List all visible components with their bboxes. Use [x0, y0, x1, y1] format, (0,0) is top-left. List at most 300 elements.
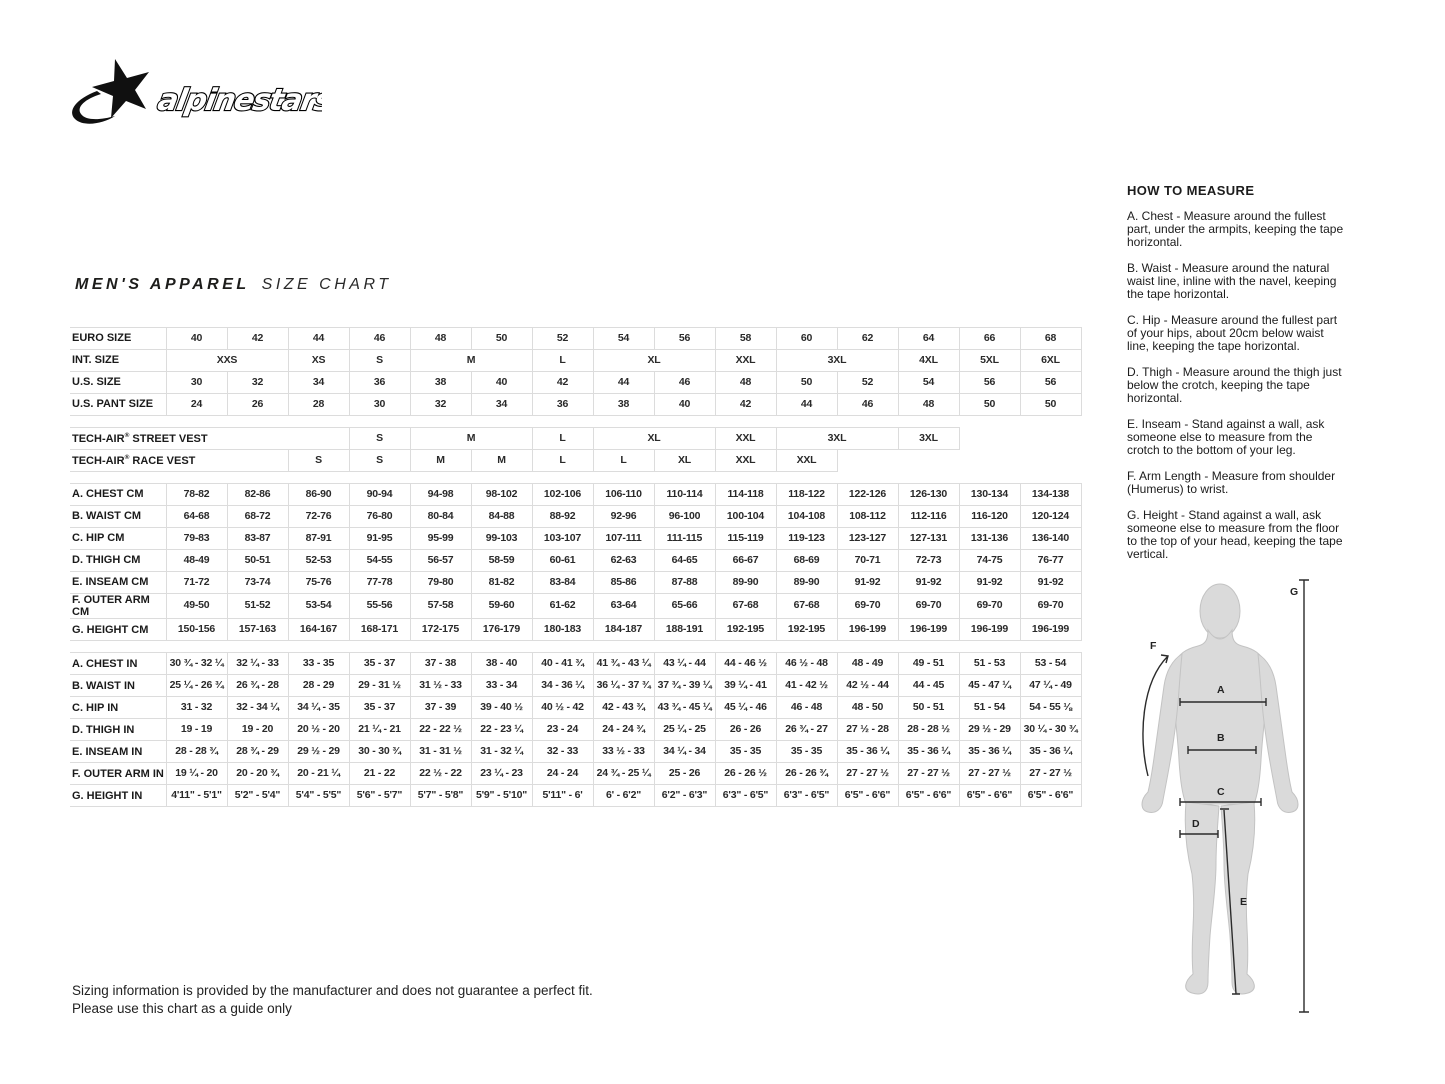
size-cell: XXL [776, 450, 837, 472]
size-cell: 22 - 22 ½ [410, 719, 471, 741]
size-cell: 188-191 [654, 619, 715, 641]
size-cell: 3XL [898, 428, 959, 450]
measure-instruction: D. Thigh - Measure around the thigh just below the crotch, keeping the tape horizontal. [1127, 365, 1342, 405]
size-cell: 33 - 34 [471, 675, 532, 697]
size-cell: 196-199 [1020, 619, 1081, 641]
gap-cell [70, 472, 1081, 484]
size-cell: 6'5" - 6'6" [959, 785, 1020, 807]
size-cell: 76-80 [349, 506, 410, 528]
size-cell: M [410, 350, 532, 372]
alpinestars-star-icon [72, 59, 149, 124]
size-cell: 5XL [959, 350, 1020, 372]
size-cell: 33 ½ - 33 [593, 741, 654, 763]
size-cell: 43 ¾ - 45 ¼ [654, 697, 715, 719]
size-cell: 24 ¾ - 25 ¼ [593, 763, 654, 785]
size-cell: 72-76 [288, 506, 349, 528]
size-cell: 68-69 [776, 550, 837, 572]
figure-torso [1173, 630, 1268, 804]
disclaimer-line-1: Sizing information is provided by the manufacturer and does not guarantee a perfect fit. [72, 983, 593, 998]
size-cell: 56 [1020, 372, 1081, 394]
size-cell: 19 - 19 [166, 719, 227, 741]
size-cell: 75-76 [288, 572, 349, 594]
measure-instruction: F. Arm Length - Measure from shoulder (Humerus) to wrist. [1127, 469, 1336, 496]
size-cell: 126-130 [898, 484, 959, 506]
size-cell: 6'2" - 6'3" [654, 785, 715, 807]
size-cell: 56-57 [410, 550, 471, 572]
how-to-measure-section [1127, 184, 1346, 574]
size-cell: 42 [227, 328, 288, 350]
size-cell: 35 - 36 ¼ [898, 741, 959, 763]
size-cell: 91-92 [959, 572, 1020, 594]
size-cell: XL [654, 450, 715, 472]
size-cell: 69-70 [1020, 594, 1081, 619]
size-cell: 85-86 [593, 572, 654, 594]
size-cell: 35 - 36 ¼ [959, 741, 1020, 763]
size-cell: 98-102 [471, 484, 532, 506]
size-cell: 69-70 [837, 594, 898, 619]
size-cell: 54 - 55 ⅛ [1020, 697, 1081, 719]
page-title [75, 276, 391, 294]
size-cell: 164-167 [288, 619, 349, 641]
size-cell: 134-138 [1020, 484, 1081, 506]
size-cell: 27 - 27 ½ [1020, 763, 1081, 785]
size-cell: 60 [776, 328, 837, 350]
size-cell: 114-118 [715, 484, 776, 506]
label-waist-b: B [1217, 732, 1225, 744]
label-chest-a: A [1217, 684, 1225, 696]
size-cell: 54 [593, 328, 654, 350]
size-cell: 45 - 47 ¼ [959, 675, 1020, 697]
figure-left-leg [1185, 802, 1219, 994]
size-cell: 40 - 41 ¾ [532, 653, 593, 675]
empty-cell [959, 428, 1081, 450]
table-gap-row [70, 416, 1081, 428]
size-cell: 5'9" - 5'10" [471, 785, 532, 807]
size-cell: 79-80 [410, 572, 471, 594]
measure-instruction: C. Hip - Measure around the fullest part of your hips, about 20cm below waist line, keeping the tape horizontal. [1127, 313, 1338, 353]
size-cell: 68 [1020, 328, 1081, 350]
size-cell: 24 - 24 [532, 763, 593, 785]
size-cell: 32 - 34 ¼ [227, 697, 288, 719]
size-cell: XXS [166, 350, 288, 372]
size-cell: 112-116 [898, 506, 959, 528]
size-cell: 62 [837, 328, 898, 350]
size-cell: 29 - 31 ½ [349, 675, 410, 697]
size-cell: 21 ¼ - 21 [349, 719, 410, 741]
size-cell: 87-88 [654, 572, 715, 594]
row-label: INT. SIZE [70, 350, 166, 372]
size-cell: 21 - 22 [349, 763, 410, 785]
size-cell: 99-103 [471, 528, 532, 550]
size-cell: 44 [776, 394, 837, 416]
size-cell: XXL [715, 350, 776, 372]
size-cell: XXL [715, 428, 776, 450]
alpinestars-logo [66, 56, 322, 141]
size-cell: 56 [959, 372, 1020, 394]
disclaimer-line-2: Please use this chart as a guide only [72, 1000, 292, 1016]
size-cell: 20 - 20 ¾ [227, 763, 288, 785]
size-cell: 50 [959, 394, 1020, 416]
size-cell: 25 ¼ - 26 ¾ [166, 675, 227, 697]
size-cell: 42 ½ - 44 [837, 675, 898, 697]
size-cell: 5'11" - 6' [532, 785, 593, 807]
size-cell: 81-82 [471, 572, 532, 594]
size-cell: 70-71 [837, 550, 898, 572]
size-cell: 111-115 [654, 528, 715, 550]
row-label: E. INSEAM CM [70, 572, 166, 594]
size-cell: 67-68 [715, 594, 776, 619]
size-cell: 37 ¾ - 39 ¼ [654, 675, 715, 697]
size-cell: 66 [959, 328, 1020, 350]
size-cell: 116-120 [959, 506, 1020, 528]
size-cell: 34 [471, 394, 532, 416]
size-cell: 27 - 27 ½ [959, 763, 1020, 785]
size-cell: 36 [349, 372, 410, 394]
size-cell: 60-61 [532, 550, 593, 572]
size-cell: 56 [654, 328, 715, 350]
measure-instruction: G. Height - Stand against a wall, ask someone else to measure from the floor to the top of your head, keeping the tape vertical. [1127, 508, 1343, 561]
size-cell: 44 [288, 328, 349, 350]
size-cell: 42 [715, 394, 776, 416]
size-cell: 20 ½ - 20 [288, 719, 349, 741]
size-cell: 48 - 49 [837, 653, 898, 675]
size-cell: 34 ¼ - 34 [654, 741, 715, 763]
registered-mark: ® [124, 453, 130, 461]
size-cell: S [288, 450, 349, 472]
size-cell: 5'7" - 5'8" [410, 785, 471, 807]
size-cell: 172-175 [410, 619, 471, 641]
size-cell: 30 - 30 ¾ [349, 741, 410, 763]
size-cell: 30 ¾ - 32 ¼ [166, 653, 227, 675]
size-cell: 71-72 [166, 572, 227, 594]
size-cell: 26 - 26 ¾ [776, 763, 837, 785]
size-cell: 3XL [776, 350, 898, 372]
size-cell: 176-179 [471, 619, 532, 641]
size-cell: 50-51 [227, 550, 288, 572]
row-label: EURO SIZE [70, 328, 166, 350]
size-cell: 31 - 31 ½ [410, 741, 471, 763]
size-cell: 22 ½ - 22 [410, 763, 471, 785]
size-cell: 38 [410, 372, 471, 394]
size-cell: 74-75 [959, 550, 1020, 572]
row-label: B. WAIST IN [70, 675, 166, 697]
size-cell: 46 [654, 372, 715, 394]
size-cell: 48 [898, 394, 959, 416]
size-cell: 48 - 50 [837, 697, 898, 719]
row-label: E. INSEAM IN [70, 741, 166, 763]
size-cell: 29 ½ - 29 [959, 719, 1020, 741]
size-cell: 35 - 37 [349, 653, 410, 675]
size-cell: 107-111 [593, 528, 654, 550]
size-cell: 100-104 [715, 506, 776, 528]
size-cell: 49-50 [166, 594, 227, 619]
size-cell: 50 - 51 [898, 697, 959, 719]
row-label: D. THIGH IN [70, 719, 166, 741]
size-cell: 30 [166, 372, 227, 394]
size-cell: 5'2" - 5'4" [227, 785, 288, 807]
size-cell: 64-65 [654, 550, 715, 572]
size-cell: 4XL [898, 350, 959, 372]
size-cell: 192-195 [715, 619, 776, 641]
size-cell: 91-92 [898, 572, 959, 594]
size-cell: 54-55 [349, 550, 410, 572]
size-cell: 41 ¾ - 43 ¼ [593, 653, 654, 675]
size-cell: L [532, 350, 593, 372]
row-label: A. CHEST CM [70, 484, 166, 506]
row-label: D. THIGH CM [70, 550, 166, 572]
size-cell: 44 [593, 372, 654, 394]
size-cell: XXL [715, 450, 776, 472]
measurement-figure [1128, 566, 1330, 1041]
size-cell: 26 ¾ - 28 [227, 675, 288, 697]
size-cell: 157-163 [227, 619, 288, 641]
size-cell: 6'3" - 6'5" [715, 785, 776, 807]
page-title-sub: SIZE CHART [261, 276, 392, 293]
row-label: TECH-AIR® STREET VEST [70, 428, 349, 450]
size-cell: 22 - 23 ¼ [471, 719, 532, 741]
measure-instruction: E. Inseam - Stand against a wall, ask someone else to measure from the crotch to the bottom of your leg. [1127, 417, 1325, 457]
size-cell: 65-66 [654, 594, 715, 619]
row-label: G. HEIGHT CM [70, 619, 166, 641]
size-cell: 192-195 [776, 619, 837, 641]
size-cell: 92-96 [593, 506, 654, 528]
size-cell: 91-95 [349, 528, 410, 550]
alpinestars-logo-text: alpinestars [155, 83, 322, 118]
size-cell: 28 - 28 ¾ [166, 741, 227, 763]
row-label: U.S. SIZE [70, 372, 166, 394]
row-label: C. HIP CM [70, 528, 166, 550]
size-cell: 50 [471, 328, 532, 350]
size-cell: 6'5" - 6'6" [837, 785, 898, 807]
size-cell: 89-90 [776, 572, 837, 594]
size-cell: 6' - 6'2" [593, 785, 654, 807]
size-cell: 53 - 54 [1020, 653, 1081, 675]
size-cell: 120-124 [1020, 506, 1081, 528]
size-cell: 40 ½ - 42 [532, 697, 593, 719]
size-cell: 26 - 26 ½ [715, 763, 776, 785]
size-cell: 66-67 [715, 550, 776, 572]
size-cell: 52-53 [288, 550, 349, 572]
size-cell: 38 [593, 394, 654, 416]
size-cell: 150-156 [166, 619, 227, 641]
size-cell: 72-73 [898, 550, 959, 572]
size-cell: 44 - 46 ½ [715, 653, 776, 675]
size-cell: 37 - 38 [410, 653, 471, 675]
size-cell: 51-52 [227, 594, 288, 619]
size-cell: 28 - 28 ½ [898, 719, 959, 741]
size-cell: 5'6" - 5'7" [349, 785, 410, 807]
figure-head [1200, 584, 1240, 638]
size-cell: 35 - 35 [715, 741, 776, 763]
size-cell: 40 [166, 328, 227, 350]
size-cell: 50 [776, 372, 837, 394]
size-cell: 84-88 [471, 506, 532, 528]
size-cell: 91-92 [837, 572, 898, 594]
size-cell: 25 ¼ - 25 [654, 719, 715, 741]
row-label: F. OUTER ARM CM [70, 594, 166, 619]
size-cell: 180-183 [532, 619, 593, 641]
size-cell: 34 [288, 372, 349, 394]
size-cell: 55-56 [349, 594, 410, 619]
size-cell: XL [593, 428, 715, 450]
size-cell: 19 - 20 [227, 719, 288, 741]
size-cell: 35 - 36 ¼ [837, 741, 898, 763]
size-cell: 53-54 [288, 594, 349, 619]
size-cell: 42 [532, 372, 593, 394]
size-cell: 6'5" - 6'6" [1020, 785, 1081, 807]
size-cell: 83-87 [227, 528, 288, 550]
size-cell: 80-84 [410, 506, 471, 528]
size-cell: 35 - 36 ¼ [1020, 741, 1081, 763]
label-arm-f: F [1150, 640, 1157, 652]
size-cell: 47 ¼ - 49 [1020, 675, 1081, 697]
size-cell: 82-86 [227, 484, 288, 506]
row-label: G. HEIGHT IN [70, 785, 166, 807]
size-cell: 34 ¼ - 35 [288, 697, 349, 719]
size-cell: 102-106 [532, 484, 593, 506]
size-cell: 58-59 [471, 550, 532, 572]
size-cell: 69-70 [898, 594, 959, 619]
size-cell: 91-92 [1020, 572, 1081, 594]
size-cell: 32 [410, 394, 471, 416]
size-cell: 27 - 27 ½ [837, 763, 898, 785]
size-cell: 23 ¼ - 23 [471, 763, 532, 785]
size-cell: 127-131 [898, 528, 959, 550]
size-cell: 38 - 40 [471, 653, 532, 675]
size-cell: 76-77 [1020, 550, 1081, 572]
size-cell: 36 [532, 394, 593, 416]
size-cell: 6'5" - 6'6" [898, 785, 959, 807]
label-height-g: G [1290, 586, 1299, 598]
how-to-measure-title: HOW TO MEASURE [1127, 183, 1255, 198]
size-cell: 196-199 [959, 619, 1020, 641]
how-to-measure-list [1127, 210, 1346, 561]
row-label: A. CHEST IN [70, 653, 166, 675]
size-cell: 46 ½ - 48 [776, 653, 837, 675]
size-cell: L [593, 450, 654, 472]
size-cell: 6'3" - 6'5" [776, 785, 837, 807]
size-cell: 86-90 [288, 484, 349, 506]
size-cell: 136-140 [1020, 528, 1081, 550]
size-cell: 30 ¼ - 30 ¾ [1020, 719, 1081, 741]
size-cell: 25 - 26 [654, 763, 715, 785]
size-cell: 104-108 [776, 506, 837, 528]
size-cell: 6XL [1020, 350, 1081, 372]
size-cell: 62-63 [593, 550, 654, 572]
label-thigh-d: D [1192, 818, 1200, 830]
measure-instruction: A. Chest - Measure around the fullest part, under the armpits, keeping the tape horizontal. [1127, 209, 1344, 249]
size-cell: 33 - 35 [288, 653, 349, 675]
size-cell: 32 - 33 [532, 741, 593, 763]
size-cell: 27 ½ - 28 [837, 719, 898, 741]
size-cell: 68-72 [227, 506, 288, 528]
size-cell: 79-83 [166, 528, 227, 550]
size-cell: 67-68 [776, 594, 837, 619]
size-cell: 196-199 [898, 619, 959, 641]
size-cell: 20 - 21 ¼ [288, 763, 349, 785]
size-cell: 103-107 [532, 528, 593, 550]
size-cell: L [532, 428, 593, 450]
size-cell: 108-112 [837, 506, 898, 528]
size-cell: 24 - 24 ¾ [593, 719, 654, 741]
row-label: F. OUTER ARM IN [70, 763, 166, 785]
size-cell: 32 [227, 372, 288, 394]
size-cell: 94-98 [410, 484, 471, 506]
figure-right-leg [1221, 802, 1255, 994]
size-cell: 119-123 [776, 528, 837, 550]
size-cell: 5'4" - 5'5" [288, 785, 349, 807]
table-gap-row [70, 641, 1081, 653]
size-cell: 88-92 [532, 506, 593, 528]
size-cell: 31 - 32 [166, 697, 227, 719]
size-cell: 131-136 [959, 528, 1020, 550]
size-cell: S [349, 428, 410, 450]
gap-cell [70, 416, 1081, 428]
size-cell: 110-114 [654, 484, 715, 506]
size-cell: 44 - 45 [898, 675, 959, 697]
size-cell: 40 [471, 372, 532, 394]
size-cell: 73-74 [227, 572, 288, 594]
size-cell: 54 [898, 372, 959, 394]
disclaimer [72, 982, 593, 1017]
size-cell: 35 - 35 [776, 741, 837, 763]
body-figure-svg [1128, 566, 1330, 1036]
size-cell: 57-58 [410, 594, 471, 619]
size-cell: 29 ½ - 29 [288, 741, 349, 763]
size-cell: 87-91 [288, 528, 349, 550]
size-cell: 39 ¼ - 41 [715, 675, 776, 697]
size-cell: 61-62 [532, 594, 593, 619]
size-cell: 168-171 [349, 619, 410, 641]
size-cell: 69-70 [959, 594, 1020, 619]
size-chart-table [70, 327, 1082, 807]
size-cell: 90-94 [349, 484, 410, 506]
row-label: C. HIP IN [70, 697, 166, 719]
size-cell: 26 [227, 394, 288, 416]
size-cell: 34 - 36 ¼ [532, 675, 593, 697]
size-cell: S [349, 350, 410, 372]
size-cell: 58 [715, 328, 776, 350]
size-cell: 48-49 [166, 550, 227, 572]
size-cell: 52 [532, 328, 593, 350]
size-cell: XS [288, 350, 349, 372]
label-hip-c: C [1217, 786, 1225, 798]
size-cell: 28 [288, 394, 349, 416]
size-cell: 37 - 39 [410, 697, 471, 719]
gap-cell [70, 641, 1081, 653]
table-gap-row [70, 472, 1081, 484]
registered-mark: ® [124, 431, 130, 439]
size-cell: 41 - 42 ½ [776, 675, 837, 697]
size-cell: 59-60 [471, 594, 532, 619]
size-cell: 30 [349, 394, 410, 416]
size-cell: 23 - 24 [532, 719, 593, 741]
size-cell: 115-119 [715, 528, 776, 550]
size-cell: 45 ¼ - 46 [715, 697, 776, 719]
size-cell: 48 [715, 372, 776, 394]
row-label: TECH-AIR® RACE VEST [70, 450, 288, 472]
size-cell: 32 ¼ - 33 [227, 653, 288, 675]
size-cell: 42 - 43 ¾ [593, 697, 654, 719]
size-cell: 36 ¼ - 37 ¾ [593, 675, 654, 697]
size-cell: 35 - 37 [349, 697, 410, 719]
figure-right-arm [1258, 654, 1298, 812]
height-measure-line [1299, 580, 1309, 1012]
size-cell: M [410, 450, 471, 472]
size-cell: 50 [1020, 394, 1081, 416]
size-cell: 184-187 [593, 619, 654, 641]
size-cell: L [532, 450, 593, 472]
